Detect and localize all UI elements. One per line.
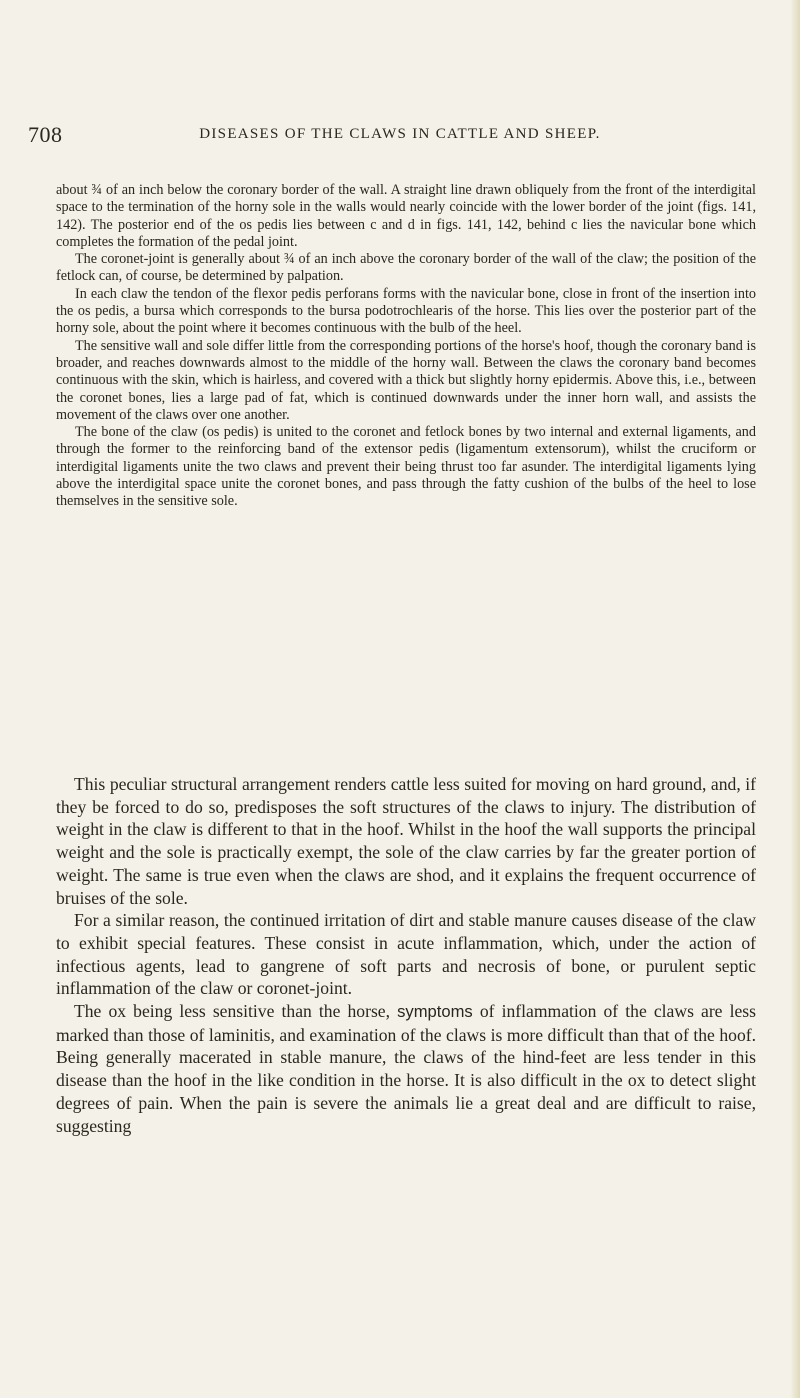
- page-number: 708: [28, 122, 63, 147]
- paragraph: The bone of the claw (os pedis) is united to the coronet and fetlock bones by two internal and external ligaments, and through the former to the reinforcing band of the extensor pedis (ligamentum extensorum), whilst the cruciform or interdigital ligaments unite the two claws and prevent their being thrust too far asunder. The interdigital ligaments lying above the interdigital space unite the coronet bones, and pass through the fatty cushion of the bulbs of the heel to lose themselves in the sensitive sole.: [56, 424, 756, 510]
- running-title: DISEASES OF THE CLAWS IN CATTLE AND SHEEP.: [199, 126, 601, 142]
- paragraph: The sensitive wall and sole differ little from the corresponding portions of the horse's hoof, though the coronary band is broader, and reaches downwards almost to the middle of the horny wall. Between the claws the coronary band becomes continuous with the skin, which is hairless, and covered with a thick but slightly horny epidermis. Above this, i.e., between the coronet bones, lies a large pad of fat, which is continued downwards under the inner horn wall, and assists the movement of the claws over one another.: [56, 337, 756, 423]
- paragraph: [56, 1000, 756, 1137]
- page-header: [28, 122, 772, 150]
- disease-section: [56, 773, 756, 1137]
- paragraph: about ¾ of an inch below the coronary border of the wall. A straight line drawn obliquely from the front of the interdigital space to the termination of the horny sole in the walls would nearly coincide with the lower border of the joint (figs. 141, 142). The posterior end of the os pedis lies between c and d in figs. 141, 142, behind c lies the navicular bone which completes the formation of the pedal joint.: [56, 182, 756, 250]
- symptoms-term: symptoms: [397, 1002, 473, 1022]
- paragraph-text: The ox being less sensitive than the horse,: [74, 1001, 391, 1022]
- anatomy-section: [56, 182, 756, 511]
- page-edge: [790, 0, 800, 1398]
- paragraph: In each claw the tendon of the flexor pedis perforans forms with the navicular bone, close in front of the insertion into the os pedis, a bursa which corresponds to the bursa podotrochlearis of the horse. This lies over the posterior part of the horny sole, about the point where it becomes continuous with the bulb of the heel.: [56, 285, 756, 337]
- paragraph: For a similar reason, the continued irritation of dirt and stable manure causes disease of the claw to exhibit special features. These consist in acute inflammation, which, under the action of infectious agents, lead to gangrene of soft parts and necrosis of bone, or purulent septic inflammation of the claw or coronet-joint.: [56, 910, 756, 999]
- paragraph: This peculiar structural arrangement renders cattle less suited for moving on hard ground, and, if they be forced to do so, predisposes the soft structures of the claws to injury. The distribution of weight in the claw is different to that in the hoof. Whilst in the hoof the wall supports the principal weight and the sole is practically exempt, the sole of the claw carries by far the greater portion of weight. The same is true even when the claws are shod, and it explains the frequent occurrence of bruises of the sole.: [56, 774, 756, 908]
- paragraph-text: of inflammation of the claws are less marked than those of laminitis, and examination of the claws is more difficult than that of the hoof. Being generally macerated in stable manure, the claws of the hind-feet are less tender in this disease than the hoof in the like condition in the horse. It is also difficult in the ox to detect slight degrees of pain. When the pain is severe the animals lie a great deal and are difficult to raise, suggesting: [56, 1001, 756, 1136]
- paragraph: The coronet-joint is generally about ¾ of an inch above the coronary border of the wall of the claw; the position of the fetlock can, of course, be determined by palpation.: [56, 251, 756, 285]
